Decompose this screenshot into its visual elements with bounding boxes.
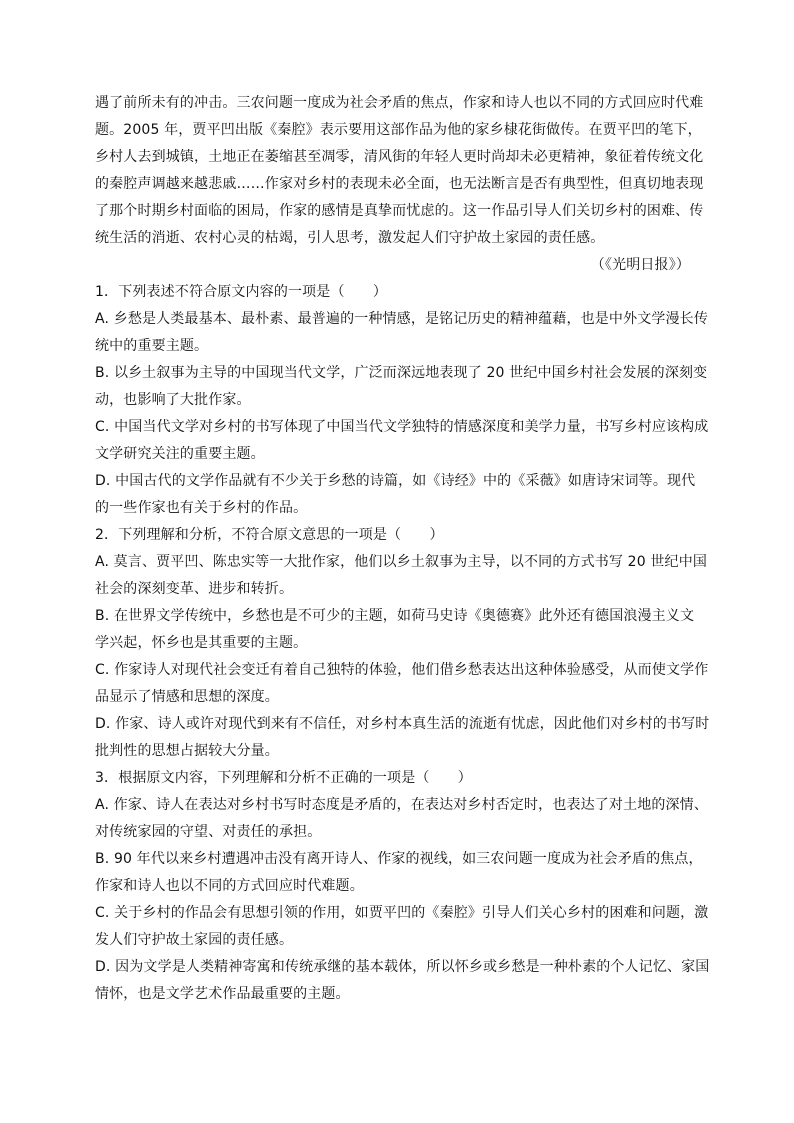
passage-line: 统生活的消逝、农村心灵的枯竭，引人思考，激发起人们守护故土家园的责任感。 [95, 230, 605, 246]
option-c [95, 657, 709, 711]
question-1 [95, 279, 709, 522]
question-2 [95, 522, 710, 765]
passage-line: 乡村人去到城镇，土地正在萎缩甚至凋零，清风街的年轻人更时尚却未必更精神，象征着传统文化 [95, 149, 704, 165]
option-line: 动，也影响了大批作家。 [95, 392, 251, 408]
option-a [95, 306, 708, 360]
option-line: A. 作家、诗人在表达对乡村书写时态度是矛盾的，在表达对乡村否定时，也表达了对土地的深情、 [95, 797, 708, 813]
option-line: 对传统家园的守望、对责任的承担。 [95, 824, 322, 840]
option-a [95, 792, 708, 846]
option-line: 品显示了情感和思想的深度。 [95, 689, 279, 705]
option-d [95, 468, 700, 522]
option-b [95, 360, 708, 414]
option-b [95, 603, 700, 657]
option-a [95, 549, 707, 603]
option-line: 的一些作家也有关于乡村的作品。 [95, 500, 308, 516]
question-stem: 1．下列表述不符合原文内容的一项是（ ） [95, 284, 388, 300]
option-line: 学兴起，怀乡也是其重要的主题。 [95, 635, 308, 651]
option-line: 情怀，也是文学艺术作品最重要的主题。 [95, 986, 350, 1002]
option-line: 批判性的思想占据较大分量。 [95, 743, 279, 759]
option-line: 作家和诗人也以不同的方式回应时代难题。 [95, 878, 364, 894]
question-stem: 2．下列理解和分析，不符合原文意思的一项是（ ） [95, 527, 444, 543]
passage-line: 了那个时期乡村面临的困局，作家的感情是真挚而忧虑的。这一作品引导人们关切乡村的困难、传 [95, 203, 704, 219]
option-line: D. 因为文学是人类精神寄寓和传统承继的基本载体，所以怀乡或乡愁是一种朴素的个人记忆、家国 [95, 959, 710, 975]
passage [95, 90, 704, 279]
option-d [95, 711, 710, 765]
option-line: 统中的重要主题。 [95, 338, 209, 354]
passage-line: 题。2005 年，贾平凹出版《秦腔》表示要用这部作品为他的家乡棣花街做传。在贾平凹的笔下， [95, 122, 702, 138]
option-line: C. 作家诗人对现代社会变迁有着自己独特的体验，他们借乡愁表达出这种体验感受，从而使文学作 [95, 662, 709, 678]
option-line: C. 关于乡村的作品会有思想引领的作用，如贾平凹的《秦腔》引导人们关心乡村的困难和问题，激 [95, 905, 709, 921]
option-line: B. 以乡土叙事为主导的中国现当代文学，广泛而深远地表现了 20 世纪中国乡村社会发展的深刻变 [95, 365, 708, 381]
option-d [95, 954, 710, 1008]
option-line: B. 在世界文学传统中，乡愁也是不可少的主题，如荷马史诗《奥德赛》此外还有德国浪漫主义文 [95, 608, 695, 624]
option-c [95, 414, 709, 468]
passage-line: 的秦腔声调越来越悲戚……作家对乡村的表现未必全面，也无法断言是否有典型性，但真切地表现 [95, 176, 704, 192]
option-line: D. 中国古代的文学作品就有不少关于乡愁的诗篇，如《诗经》中的《采薇》如唐诗宋词等。现代 [95, 473, 696, 489]
option-line: 发人们守护故土家园的责任感。 [95, 932, 294, 948]
option-line: B. 90 年代以来乡村遭遇冲击没有离开诗人、作家的视线，如三农问题一度成为社会矛盾的焦点， [95, 851, 703, 867]
option-line: 社会的深刻变革、进步和转折。 [95, 581, 294, 597]
option-line: D. 作家、诗人或许对现代到来有不信任，对乡村本真生活的流逝有忧虑，因此他们对乡村的书写时 [95, 716, 710, 732]
source-citation: （《光明日报》） [590, 257, 690, 273]
option-line: C. 中国当代文学对乡村的书写体现了中国当代文学独特的情感深度和美学力量，书写乡村应该构成 [95, 419, 709, 435]
option-line: A. 莫言、贾平凹、陈忠实等一大批作家，他们以乡土叙事为主导，以不同的方式书写 20 世纪中国 [95, 554, 707, 570]
option-line: 文学研究关注的重要主题。 [95, 446, 265, 462]
question-3 [95, 765, 710, 1008]
passage-line: 遇了前所未有的冲击。三农问题一度成为社会矛盾的焦点，作家和诗人也以不同的方式回应时代难 [95, 95, 704, 111]
option-c [95, 900, 709, 954]
option-line: A. 乡愁是人类最基本、最朴素、最普遍的一种情感，是铭记历史的精神蕴藉，也是中外文学漫长传 [95, 311, 708, 327]
document-content [95, 90, 710, 1008]
question-stem: 3．根据原文内容，下列理解和分析不正确的一项是（ ） [95, 770, 472, 786]
option-b [95, 846, 703, 900]
